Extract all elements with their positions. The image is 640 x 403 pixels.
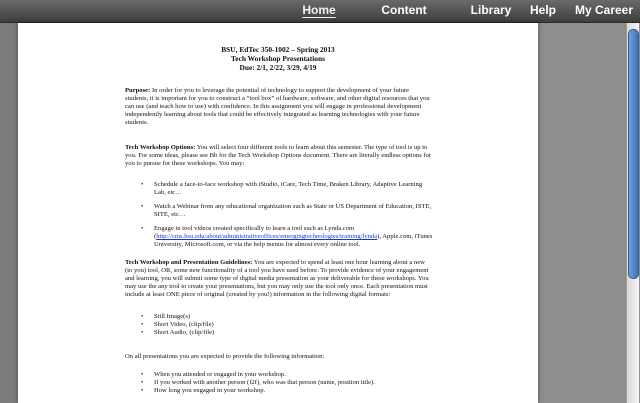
presentations-intro: On all presentations you are expected to provide the following information: [125,353,325,360]
nav-library[interactable]: Library [470,3,512,17]
due-dates: Due: 2/1, 2/22, 3/29, 4/19 [239,63,317,72]
options-text: You will select four different tools to learn about this semester. The type of tool is up to you. For some ideas, please see Bb for the Tech Workshop Options document. There are literally endless options for you to pursue for these workshops. You may: [125,144,432,167]
purpose-text: In order for you to leverage the potential of technology to support the development of your future students, it is important for you to construct a “tool box” of hardware, software, and other digital resources that you can use (and teach how to use) with confidence. In this assignment you will engage in professional development independently learning about tools that could be effectively integrated as learning technologies with your future students. [125,87,430,126]
nav-my-career[interactable]: My Career [574,3,634,17]
list-item: • Short Video, (clip/file) [138,321,433,329]
document-title [18,45,538,72]
options-list [138,181,433,249]
list-item: • Engage in tool videos created specifically to learn a tool such as Lynda.com (http://cms.bsu.edu/about/administrativeoffices/emergingtechnologies/training/lynda), Apple.com, iTunes University, Microsoft.com, or via the help menus for almost every online tool. [138,225,433,249]
vertical-scrollbar[interactable] [626,23,639,403]
course-title: BSU, EdTec 350-1002 – Spring 2013 [221,45,335,54]
assignment-title: Tech Workshop Presentations [231,54,325,63]
nav-content-collection[interactable]: Content [381,3,427,17]
nav-help[interactable]: Help [529,3,556,17]
top-navigation-bar [0,0,640,23]
viewer-left-margin [0,23,18,403]
purpose-label: Purpose: [125,87,151,94]
list-item: • Short Audio, (clip/file) [138,329,433,337]
list-item: • Schedule a face-to-face workshop with iStudio, iCare, Tech Time, Braken Library, Adaptive Learning Lab, etc… [138,181,433,197]
list-item: • Still Image(s) [138,313,433,321]
purpose-paragraph [125,87,433,127]
formats-list [138,313,433,337]
nav-home[interactable]: Home [302,3,336,17]
guidelines-paragraph [125,259,433,299]
list-item: • Watch a Webinar from any educational organization such as State or US Department of Education, ISTE, SITE, etc… [138,203,433,219]
info-list [138,371,433,395]
viewer-right-margin [538,23,640,403]
list-item: • When you attended or engaged in your workshop. [138,371,433,379]
list-item: • If you worked with another person (f2f), who was that person (name, position title). [138,379,433,387]
scrollbar-thumb[interactable] [628,29,639,279]
lynda-link[interactable]: http://cms.bsu.edu/about/administrativeoffices/emergingtechnologies/training/lynda [156,233,378,240]
guidelines-label: Tech Workshop and Presentation Guidelines: [125,259,253,266]
list-item: • How long you engaged in your workshop. [138,387,433,395]
document-page [18,23,538,403]
options-label: Tech Workshop Options: [125,144,196,151]
guidelines-text: You are expected to spend at least one hour learning about a new (to you) tool, OR, some new functionality of a tool you have used before. To provide evidence of your engagement and learning, you will submit some type of digital media presentation as your deliverable for these workshops. You may use the any tool to create your presentations, but you may only use the tool only once. Each presentation must include at least ONE piece of original (created by you!) information in the following digital formats: [125,259,429,298]
options-paragraph [125,144,433,168]
